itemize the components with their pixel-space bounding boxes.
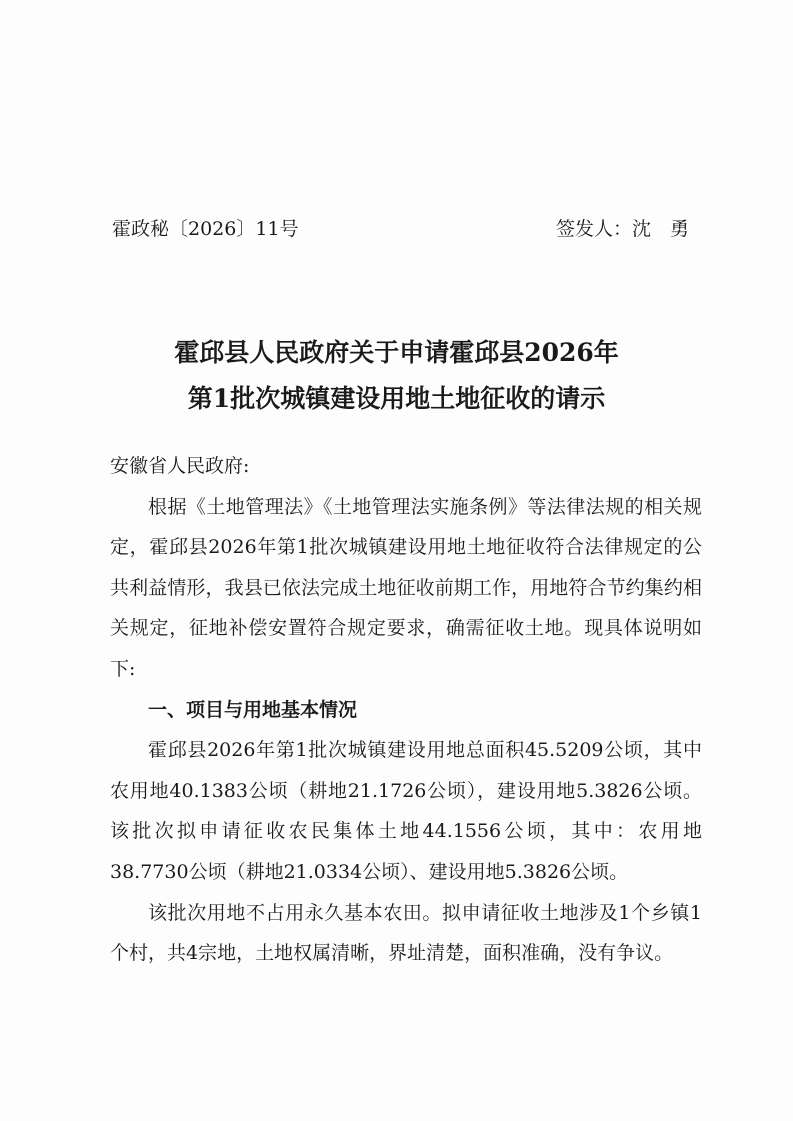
document-number: 霍政秘〔2026〕11号 (112, 218, 299, 240)
document-title (60, 330, 733, 422)
intro-paragraph: 根据《土地管理法》《土地管理法实施条例》等法律法规的相关规定，霍邱县2026年第1批次城镇建设用地土地征收符合法律规定的公共利益情形，我县已依法完成土地征收前期工作，用地符合节约集约相关规定，征地补偿安置符合规定要求，确需征收土地。现具体说明如下: (110, 495, 702, 680)
document-body (110, 446, 702, 974)
section-heading: 一、项目与用地基本情况 (148, 698, 358, 721)
section-paragraph-2: 该批次用地不占用永久基本农田。拟申请征收土地涉及1个乡镇1个村，共4宗地，土地权属清晰，界址清楚，面积准确，没有争议。 (110, 901, 702, 965)
section-paragraph-1: 霍邱县2026年第1批次城镇建设用地总面积45.5209公顷，其中农用地40.1383公顷（耕地21.1726公顷），建设用地5.3826公顷。该批次拟申请征收农民集体土地44.1556公顷，其中：农用地38.7730公顷（耕地21.0334公顷）、建设用地5.3826公顷。 (110, 739, 702, 883)
signer: 签发人：沈 勇 (555, 218, 689, 240)
salutation: 安徽省人民政府: (110, 455, 250, 477)
title-line-2: 第1批次城镇建设用地土地征收的请示 (187, 384, 606, 413)
document-header (112, 214, 689, 244)
title-line-1: 霍邱县人民政府关于申请霍邱县2026年 (174, 338, 619, 367)
